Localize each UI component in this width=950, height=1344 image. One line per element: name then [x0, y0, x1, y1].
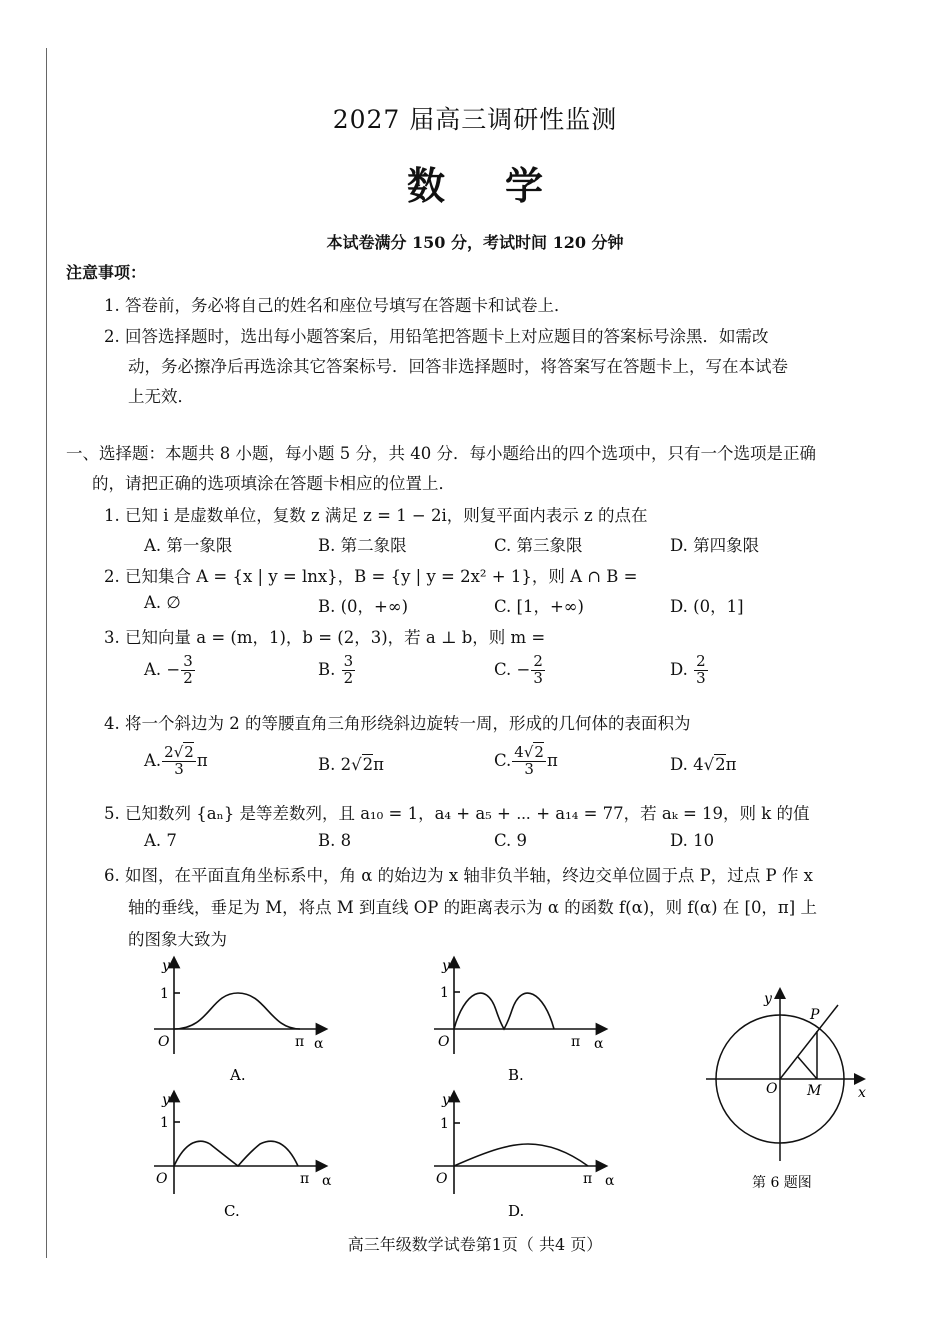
graph-a-y-label: y — [162, 958, 170, 974]
numerator: 2√2 — [164, 743, 194, 761]
question-1-option-c: C. 第三象限 — [494, 536, 583, 555]
graph-d-one-label: 1 — [440, 1116, 449, 1132]
figure-y-label: y — [764, 991, 772, 1007]
denominator: 3 — [533, 668, 543, 687]
curve-d — [454, 1144, 588, 1166]
question-5-option-d: D. 10 — [670, 831, 715, 850]
question-3-option-b — [318, 654, 356, 687]
fraction — [342, 654, 356, 687]
fraction — [694, 654, 708, 687]
option-a-prefix: A. — [144, 750, 162, 770]
coefficient: 2 — [164, 743, 174, 761]
distance-segment — [798, 1057, 817, 1079]
option-c-prefix: C. — [494, 750, 512, 770]
figure-caption: 第 6 题图 — [752, 1175, 812, 1191]
graph-b-caption: B. — [508, 1066, 524, 1084]
graph-d-alpha-label: α — [605, 1173, 615, 1189]
question-5-stem: 5. 已知数列 {aₙ} 是等差数列，且 a₁₀ = 1，a₄ + a₅ + ⋯ + a₁₄ = 77，若 aₖ = 19，则 k 的值 — [104, 804, 810, 823]
graph-b-alpha-label: α — [594, 1036, 604, 1052]
option-c-prefix: C. − — [494, 659, 531, 679]
pi-symbol: π — [725, 755, 737, 774]
pi-symbol: π — [546, 750, 558, 770]
question-4-stem: 4. 将一个斜边为 2 的等腰直角三角形绕斜边旋转一周，形成的几何体的表面积为 — [104, 714, 691, 733]
curve-c — [174, 1141, 298, 1166]
graph-b-pi-label: π — [571, 1034, 581, 1050]
radicand: 2 — [534, 743, 544, 761]
radicand: 2 — [362, 755, 374, 774]
figure-point-m: M — [807, 1083, 822, 1099]
graph-c-caption: C. — [224, 1202, 240, 1220]
notice-item-2: 2. 回答选择题时，选出每小题答案后，用铅笔把答题卡上对应题目的答案标号涂黑．如需改 — [104, 327, 769, 346]
radicand: 2 — [184, 743, 194, 761]
graph-c-alpha-label: α — [322, 1173, 332, 1189]
fraction — [531, 654, 545, 687]
exam-title: 2027 届高三调研性监测 — [332, 105, 618, 134]
unit-circle-figure — [700, 985, 880, 1195]
fraction — [512, 745, 546, 778]
denominator: 2 — [183, 668, 193, 687]
figure-point-p: P — [810, 1007, 820, 1023]
option-d-prefix: D. — [670, 659, 694, 679]
graph-c — [154, 1096, 322, 1194]
numerator: 4√2 — [514, 743, 544, 761]
graph-a-pi-label: π — [295, 1034, 305, 1050]
section-heading: 一、选择题：本题共 8 小题，每小题 5 分，共 40 分．每小题给出的四个选项中，只有一个选项是正确 — [66, 444, 816, 463]
question-4-option-a — [144, 745, 208, 778]
question-2-option-a: A. ∅ — [144, 593, 181, 612]
pi-symbol: π — [196, 750, 208, 770]
graph-b-one-label: 1 — [440, 985, 449, 1001]
question-1-option-b: B. 第二象限 — [318, 536, 407, 555]
numerator: 2 — [696, 652, 706, 670]
question-2-option-b: B. (0，+∞) — [318, 597, 409, 616]
denominator: 3 — [696, 668, 706, 687]
graph-a-caption: A. — [230, 1066, 246, 1084]
question-3-option-a — [144, 654, 196, 687]
exam-info: 本试卷满分 150 分，考试时间 120 分钟 — [326, 233, 624, 252]
graph-b-origin-label: O — [438, 1034, 450, 1050]
numerator: 2 — [533, 652, 543, 670]
fraction — [181, 654, 195, 687]
question-6-stem: 6. 如图，在平面直角坐标系中，角 α 的始边为 x 轴非负半轴，终边交单位圆于点 P，过点 P 作 x — [104, 866, 813, 885]
denominator: 3 — [174, 759, 184, 778]
graph-c-pi-label: π — [300, 1171, 310, 1187]
option-a-prefix: A. − — [144, 659, 181, 679]
question-4-option-b: B. 2√2π — [318, 755, 384, 774]
question-4-option-d: D. 4√2π — [670, 755, 737, 774]
question-3-option-d — [670, 654, 709, 687]
notice-title: 注意事项： — [66, 263, 147, 282]
graph-d — [434, 1096, 602, 1194]
figure-x-label: x — [858, 1085, 866, 1101]
question-4-option-c — [494, 745, 558, 778]
numerator: 3 — [183, 652, 193, 670]
question-2-option-c: C. [1，+∞) — [494, 597, 584, 616]
question-6-stem-cont: 轴的垂线，垂足为 M，将点 M 到直线 OP 的距离表示为 α 的函数 f(α)，则 f(α) 在 [0，π] 上 — [128, 898, 817, 917]
graph-d-origin-label: O — [436, 1171, 448, 1187]
question-3-option-c — [494, 654, 546, 687]
question-1-stem: 1. 已知 i 是虚数单位，复数 z 满足 z = 1 − 2i，则复平面内表示 z 的点在 — [104, 506, 648, 525]
numerator: 3 — [343, 652, 354, 670]
question-1-option-d: D. 第四象限 — [670, 536, 760, 555]
graph-d-y-label: y — [442, 1092, 450, 1108]
question-1-option-a: A. 第一象限 — [144, 536, 233, 555]
graph-d-caption: D. — [508, 1202, 525, 1220]
radicand: 2 — [715, 755, 726, 774]
question-5-option-c: C. 9 — [494, 831, 528, 850]
notice-item-2-end: 上无效． — [128, 387, 194, 406]
graph-d-pi-label: π — [583, 1171, 593, 1187]
question-2-option-d: D. (0，1] — [670, 597, 744, 616]
question-6-stem-end: 的图象大致为 — [128, 930, 227, 949]
graph-c-origin-label: O — [156, 1171, 168, 1187]
option-b-prefix: B. — [318, 659, 341, 679]
figure-origin-label: O — [766, 1081, 778, 1097]
curve-b — [454, 993, 554, 1029]
graph-a-origin-label: O — [158, 1034, 170, 1050]
question-5-option-a: A. 7 — [144, 831, 177, 850]
notice-item-2-cont: 动，务必擦净后再选涂其它答案标号．回答非选择题时，将答案写在答题卡上，写在本试卷 — [128, 357, 788, 376]
notice-item-1: 1. 答卷前，务必将自己的姓名和座位号填写在答题卡和试卷上． — [104, 296, 571, 315]
fraction — [162, 745, 196, 778]
option-b-prefix: B. 2 — [318, 755, 352, 774]
page-footer: 高三年级数学试卷第1页（ 共4 页） — [347, 1235, 603, 1254]
question-5-option-b: B. 8 — [318, 831, 352, 850]
graph-b-y-label: y — [442, 958, 450, 974]
answer-graphs — [140, 950, 700, 1230]
graph-c-one-label: 1 — [160, 1115, 169, 1131]
curve-a — [174, 993, 300, 1029]
graph-c-y-label: y — [162, 1092, 170, 1108]
graph-a-alpha-label: α — [314, 1036, 324, 1052]
question-2-stem: 2. 已知集合 A = {x | y = lnx}，B = {y | y = 2x² + 1}，则 A ∩ B = — [104, 567, 638, 586]
denominator: 3 — [524, 759, 534, 778]
pi-symbol: π — [373, 755, 384, 774]
section-heading-cont: 的，请把正确的选项填涂在答题卡相应的位置上． — [92, 474, 455, 493]
graph-a-one-label: 1 — [160, 986, 169, 1002]
coefficient: 4 — [514, 743, 524, 761]
subject-title: 数学 — [406, 163, 603, 208]
question-3-stem: 3. 已知向量 a = (m，1)，b = (2，3)，若 a ⊥ b，则 m = — [104, 628, 546, 647]
denominator: 2 — [343, 668, 354, 687]
option-d-prefix: D. 4 — [670, 755, 704, 774]
